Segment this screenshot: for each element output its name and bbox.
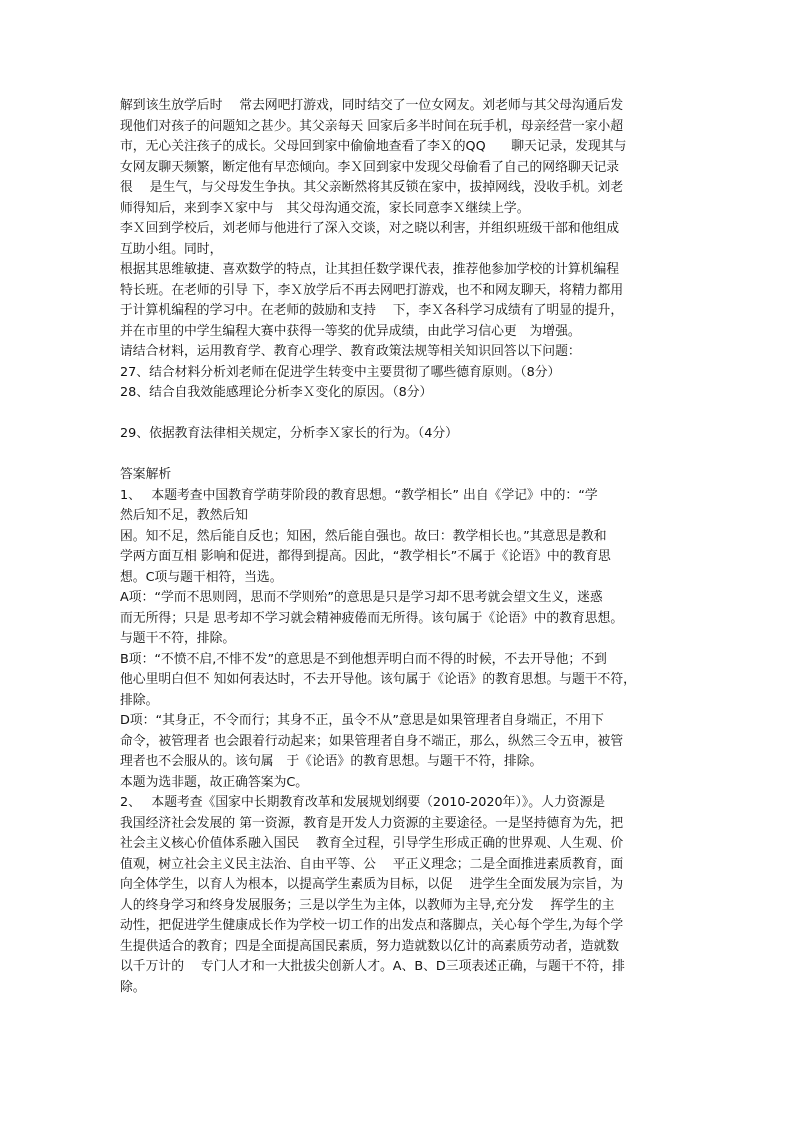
answer-1-line: 命令，被管理者 也会跟着行动起来；如果管理者自身不端正，那么，纵然三令五申，被管 xyxy=(120,733,624,749)
material-line: 互助小组。同时， xyxy=(120,241,223,257)
material-line: 女网友聊天频繁，断定他有早恋倾向。李Ｘ回到家中发现父母偷看了自己的网络聊天记录 xyxy=(120,159,620,175)
answer-2-line: 以千万计的 专门人才和一大批拔尖创新人才。A、B、D三项表述正确，与题干不符，排 xyxy=(120,959,625,974)
answer-1-line: 而无所得；只是 思考却不学习就会精神疲倦而无所得。该句属于《论语》中的教育思想。 xyxy=(120,610,624,626)
answer-heading: 答案解析 xyxy=(120,467,172,482)
answer-1-line: D项：“其身正，不令而行；其身不正，虽令不从”意思是如果管理者自身端正，不用下 xyxy=(120,713,604,728)
question-28: 28、结合自我效能感理论分析李Ｘ变化的原因。（8分） xyxy=(120,385,433,400)
material-line: 并在市里的中学生编程大赛中获得一等奖的优异成绩，由此学习信心更 为增强。 xyxy=(120,323,581,339)
answer-1-line: 本题为选非题，故正确答案为C。 xyxy=(120,774,309,790)
answer-1-line: 然后知不足，教然后知 xyxy=(120,508,248,523)
answer-2-line: 生提供适合的教育；四是全面提高国民素质，努力造就数以亿计的高素质劳动者，造就数 xyxy=(120,938,620,954)
material-line: 师得知后，来到李Ｘ家中与 其父母沟通交流，家长同意李Ｘ继续上学。 xyxy=(120,200,530,216)
material-line: 解到该生放学后时 常去网吧打游戏，同时结交了一位女网友。刘老师与其父母沟通后发 xyxy=(120,98,624,113)
answer-1-line: 困。知不足，然后能自反也；知困，然后能自强也。故曰：教学相长也。”其意思是教和 xyxy=(120,528,607,544)
question-27: 27、结合材料分析刘老师在促进学生转变中主要贯彻了哪些德育原则。（8分） xyxy=(120,364,561,380)
answer-1-line: 1、 本题考查中国教育学萌芽阶段的教育思想。“教学相长” 出自《学记》中的：“学 xyxy=(120,487,598,503)
material-line: 市，无心关注孩子的成长。父母回到家中偷偷地查看了李Ｘ的QQ 聊天记录，发现其与 xyxy=(120,139,627,154)
answer-2-line: 动性，把促进学生健康成长作为学校一切工作的出发点和落脚点，关心每个学生,为每个学 xyxy=(120,918,624,933)
answer-2-line: 2、 本题考查《国家中长期教育改革和发展规划纲要（2010-2020年）》。人力资源是 xyxy=(120,795,606,810)
answer-1-line: 想。C项与题干相符，当选。 xyxy=(120,569,283,585)
material-line: 特长班。在老师的引导 下，李Ｘ放学后不再去网吧打游戏，也不和网友聊天，将精力都用 xyxy=(120,282,624,298)
answer-1-line: 排除。 xyxy=(120,692,159,708)
answer-2-line: 值观，树立社会主义民主法治、自由平等、公 平正义理念；二是全面推进素质教育，面 xyxy=(120,856,624,872)
material-line: 很 是生气，与父母发生争执。其父亲断然将其反锁在家中，拔掉网线，没收手机。刘老 xyxy=(120,180,624,195)
answer-2-line: 除。 xyxy=(120,979,146,995)
answer-1-line: B项：“不愤不启,不悱不发”的意思是不到他想弄明白而不得的时候，不去开导他；不到 xyxy=(120,651,607,667)
answer-1-line: 与题干不符，排除。 xyxy=(120,631,236,646)
answer-2-line: 我国经济社会发展的 第一资源，教育是开发人力资源的主要途径。一是坚持德育为先，把 xyxy=(120,815,624,831)
blank-spacer xyxy=(120,445,680,466)
answer-2-line: 人的终身学习和终身发展服务；三是以学生为主体，以教师为主导,充分发 挥学生的主 xyxy=(120,897,615,913)
answer-1-line: 学两方面互相 影响和促进，都得到提高。因此，“教学相长”不属于《论语》中的教育思 xyxy=(120,549,611,564)
answer-2-line: 向全体学生，以育人为根本，以提高学生素质为目标，以促 进学生全面发展为宗旨，为 xyxy=(120,877,624,892)
question-instruction: 请结合材料，运用教育学、教育心理学、教育政策法规等相关知识回答以下问题： xyxy=(120,344,581,359)
question-29: 29、依据教育法律相关规定，分析李Ｘ家长的行为。（4分） xyxy=(120,426,458,441)
answer-2-line: 社会主义核心价值体系融入国民 教育全过程，引导学生形成正确的世界观、人生观、价 xyxy=(120,836,624,851)
answer-1-line: A项：“学而不思则罔，思而不学则殆”的意思是只是学习却不思考就会望文生义，迷惑 xyxy=(120,590,603,605)
blank-spacer xyxy=(120,404,680,425)
document-page xyxy=(120,96,680,998)
material-line: 李Ｘ回到学校后，刘老师与他进行了深入交谈，对之晓以利害，并组织班级干部和他组成 xyxy=(120,221,620,236)
answer-1-line: 他心里明白但不 知如何表达时，不去开导他。该句属于《论语》的教育思想。与题干不符， xyxy=(120,672,636,687)
material-line: 现他们对孩子的问题知之甚少。其父亲每天 回家后多半时间在玩手机，母亲经营一家小超 xyxy=(120,118,624,134)
answer-1-line: 理者也不会服从的。该句属 于《论语》的教育思想。与题干不符，排除。 xyxy=(120,754,543,769)
material-line: 于计算机编程的学习中。在老师的鼓励和支持 下，李Ｘ各科学习成绩有了明显的提升， xyxy=(120,303,624,318)
material-line: 根据其思维敏捷、喜欢数学的特点，让其担任数学课代表，推荐他参加学校的计算机编程 xyxy=(120,262,620,277)
